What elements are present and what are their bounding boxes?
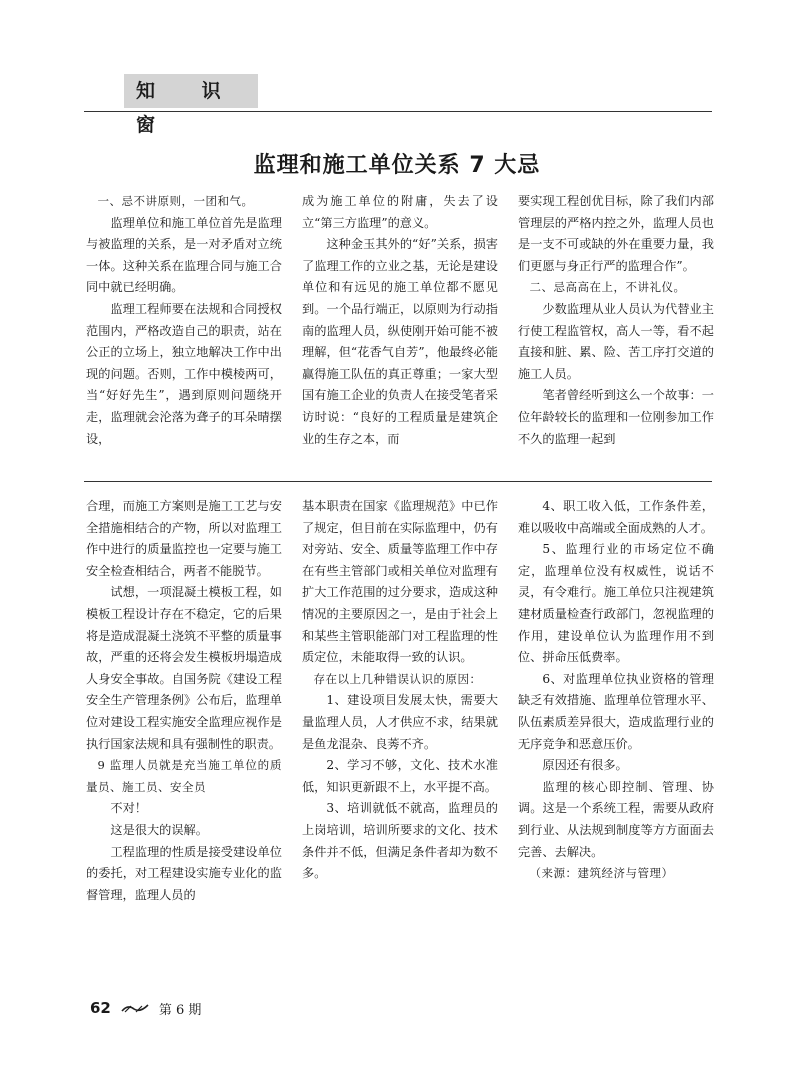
paragraph: 这种金玉其外的“好”关系，损害了监理工作的立业之基，无论是建设单位和有远见的施工单位都不愿见到。一个品行端正，以原则为行动指南的监理人员，纵使刚开始可能不被理解，但“花香气自芳”，他最终必能赢得施工队伍的真正尊重；一家大型国有施工企业的负责人在接受笔者采访时说：“良好的工程质量是建筑企业的生存之本，而 <box>302 237 498 446</box>
paragraph: 6、对监理单位执业资格的管理缺乏有效措施、监理单位管理水平、队伍素质差异很大，造成监理行业的无序竞争和恶意压价。 <box>518 671 714 751</box>
paragraph: 监理的核心即控制、管理、协调。这是一个系统工程，需要从政府到行业、从法规到制度等方方面面去完善、去解决。 <box>518 779 714 859</box>
paragraph: 基本职责在国家《监理规范》中已作了规定，但目前在实际监理中，仍有对旁站、安全、质量等监理工作中存在有些主管部门或相关单位对监理有扩大工作范围的过分要求，造成这种情况的主要原因之一，是由于社会上和某些主管职能部门对工程监理的性质定位，未能取得一致的认识。 <box>302 499 498 665</box>
paragraph: 监理工程师要在法规和合同授权范围内，严格改造自己的职责，站在公正的立场上，独立地解决工作中出现的问题。否则，工作中模棱两可，当“好好先生”，遇到原则问题绕开走，监理就会沦落为聋子的耳朵晴摆设， <box>86 301 282 446</box>
paragraph: 不对！ <box>110 801 147 816</box>
header-divider <box>84 111 712 112</box>
paragraph: 工程监理的性质是接受建设单位的委托，对工程建设实施专业化的监督管理，监理人员的 <box>86 844 282 902</box>
article-column <box>302 496 498 996</box>
paragraph: 2、学习不够，文化、技术水准低，知识更新跟不上，水平提不高。 <box>302 758 498 794</box>
section-tag: 知 识 窗 <box>124 74 258 108</box>
paragraph: 1、建设项目发展太快，需要大量监理人员，人才供应不求，结果就是鱼龙混杂、良莠不齐。 <box>302 693 498 751</box>
paragraph: 监理单位和施工单位首先是监理与被监理的关系，是一对矛盾对立统一体。这种关系在监理合同与施工合同中就已经明确。 <box>86 215 282 295</box>
paragraph: 9 监理人员就是充当施工单位的质量员、施工员、安全员 <box>86 758 282 794</box>
paragraph: 成为施工单位的附庸，失去了设立“第三方监理”的意义。 <box>302 194 498 230</box>
paragraph: 存在以上几种错误认识的原因： <box>313 671 482 686</box>
paragraph: 原因还有很多。 <box>542 758 628 773</box>
paragraph: 合理，而施工方案则是施工工艺与安全措施相结合的产物，所以对监理工作中进行的质量监控也一定要与施工安全检查相结合，两者不能脱节。 <box>86 499 282 578</box>
paragraph: 5、监理行业的市场定位不确定，监理单位没有权威性，说话不灵，有令难行。施工单位只注视建筑建材质量检查行政部门，忽视监理的作用，建设单位认为监理作用不到位、拼命压低费率。 <box>518 542 714 665</box>
paragraph: 笔者曾经听到这么一个故事：一位年龄较长的监理和一位刚参加工作不久的监理一起到 <box>518 388 714 446</box>
paragraph: （来源：建筑经济与管理） <box>529 866 674 881</box>
paragraph: 3、培训就低不就高，监理员的上岗培训，培训所要求的文化、技术条件并不低，但满足条件者却为数不多。 <box>302 801 498 881</box>
article-column <box>518 191 714 461</box>
page-number: 62 <box>90 999 111 1017</box>
section-divider <box>84 481 712 482</box>
page-footer <box>90 996 201 1020</box>
paragraph: 二、忌高高在上，不讲礼仪。 <box>529 280 686 295</box>
paragraph: 这是很大的误解。 <box>110 822 208 837</box>
article-title: 监理和施工单位关系 7 大忌 <box>253 153 541 178</box>
article-column <box>302 191 498 461</box>
paragraph: 要实现工程创优目标，除了我们内部管理层的严格内控之外，监理人员也是一支不可或缺的外在重要力量，我们更愿与身正行严的监理合作”。 <box>518 194 714 273</box>
paragraph: 少数监理从业人员认为代替业主行使工程监管权，高人一等，看不起直接和脏、累、险、苦工序打交道的施工人员。 <box>518 301 714 381</box>
paragraph: 一、忌不讲原则，一团和气。 <box>97 194 254 208</box>
paragraph: 4、职工收入低，工作条件差，难以吸收中高端或全面成熟的人才。 <box>518 499 714 535</box>
article-column <box>86 191 282 461</box>
magazine-logo-icon <box>121 1002 149 1014</box>
issue-number: 第 6 期 <box>158 1002 202 1018</box>
article-column <box>86 496 282 996</box>
paragraph: 试想，一项混凝土模板工程，如模板工程设计存在不稳定，它的后果将是造成混凝土浇筑不平整的质量事故，严重的还将会发生模板坍塌造成人身安全事故。自国务院《建设工程安全生产管理条例》公布后，监理单位对建设工程实施安全监理应视作是执行国家法规和具有强制性的职责。 <box>86 585 282 751</box>
article-column <box>518 496 714 996</box>
